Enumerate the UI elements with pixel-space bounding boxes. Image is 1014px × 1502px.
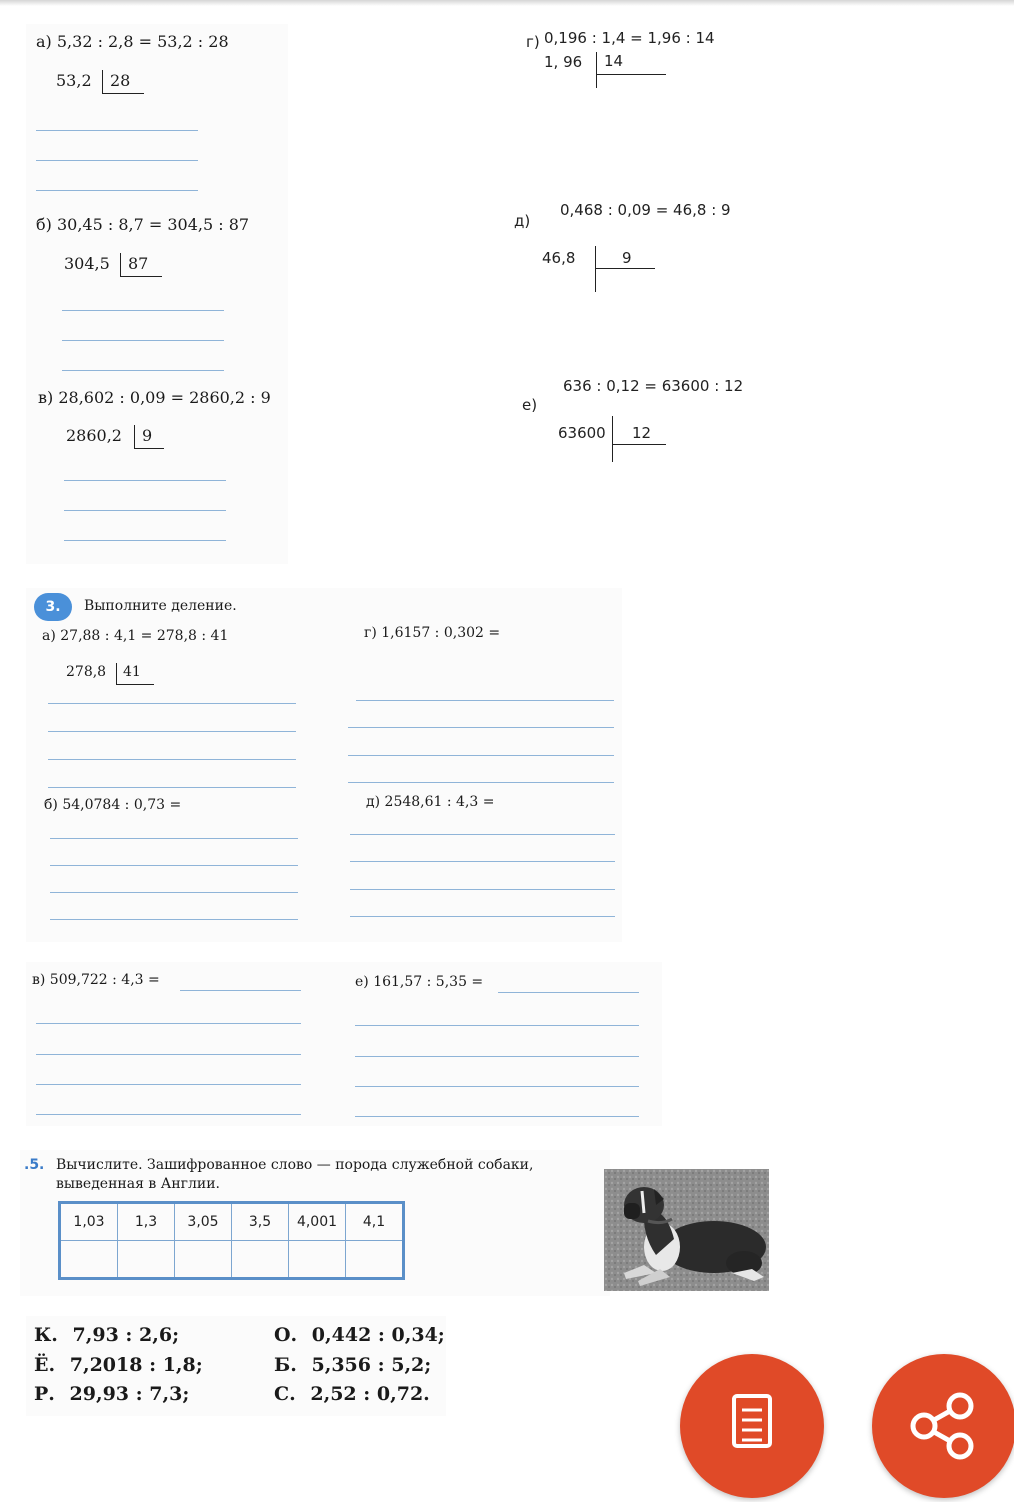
- task3-g-equation: г) 1,6157 : 0,302 =: [364, 625, 501, 641]
- item-letter: К.: [34, 1324, 58, 1346]
- answer-cell[interactable]: [346, 1241, 404, 1279]
- division-bar: [116, 663, 117, 685]
- task2-e-dividend: 63600: [558, 424, 606, 442]
- item-expression: 5,356 : 5,2;: [311, 1354, 432, 1376]
- answer-line: [36, 1023, 301, 1024]
- answer-line: [180, 990, 301, 991]
- division-bar: [134, 425, 135, 449]
- item-r: [34, 1383, 189, 1405]
- table-cell: 1,3: [118, 1203, 175, 1241]
- answer-line: [36, 1084, 301, 1085]
- division-bar: [120, 253, 121, 277]
- answer-line: [64, 480, 226, 481]
- dog-photo: [604, 1169, 769, 1291]
- task2-g-divisor: 14: [604, 52, 624, 70]
- item-expression: 7,93 : 2,6;: [72, 1324, 180, 1346]
- item-expression: 2,52 : 0,72.: [310, 1383, 430, 1405]
- task3-v-equation: в) 509,722 : 4,3 =: [32, 972, 160, 988]
- answer-line: [36, 160, 198, 161]
- answer-line: [48, 787, 296, 788]
- task2-b-divisor: 87: [128, 254, 149, 273]
- division-bar: [595, 268, 655, 269]
- task2-b-equation: б) 30,45 : 8,7 = 304,5 : 87: [36, 215, 250, 234]
- item-letter: С.: [274, 1383, 296, 1405]
- answer-line: [348, 782, 614, 783]
- answer-line: [48, 759, 296, 760]
- answer-line: [36, 130, 198, 131]
- item-expression: 29,93 : 7,3;: [69, 1383, 190, 1405]
- share-button[interactable]: [872, 1354, 1014, 1498]
- answer-line: [356, 700, 614, 701]
- task2-d-letter: д): [514, 212, 531, 230]
- task3-d-equation: д) 2548,61 : 4,3 =: [366, 794, 495, 810]
- task3-a-dividend: 278,8: [66, 664, 107, 680]
- item-s: [274, 1383, 430, 1405]
- division-bar: [596, 74, 666, 75]
- task3-a-equation: а) 27,88 : 4,1 = 278,8 : 41: [42, 628, 229, 644]
- task2-e-divisor: 12: [632, 424, 652, 442]
- task2-a-equation: а) 5,32 : 2,8 = 53,2 : 28: [36, 32, 229, 51]
- document-button[interactable]: [680, 1354, 824, 1498]
- task2-e-equation: 636 : 0,12 = 63600 : 12: [563, 377, 744, 395]
- answer-line: [48, 703, 296, 704]
- division-bar: [596, 52, 597, 88]
- table-cell: 1,03: [60, 1203, 118, 1241]
- table-header-row: [60, 1203, 404, 1241]
- division-bar: [612, 416, 613, 462]
- document-icon: [680, 1354, 824, 1498]
- table-cell: 4,1: [346, 1203, 404, 1241]
- task5-text-line2: выведенная в Англии.: [56, 1176, 220, 1192]
- answer-line: [348, 755, 614, 756]
- answer-line: [50, 838, 298, 839]
- answer-line: [36, 190, 198, 191]
- task2-g-letter: г): [526, 33, 540, 51]
- answer-cell[interactable]: [175, 1241, 232, 1279]
- division-bar: [120, 276, 162, 277]
- answer-cell[interactable]: [60, 1241, 118, 1279]
- item-expression: 7,2018 : 1,8;: [69, 1354, 203, 1376]
- task2-a-dividend: 53,2: [56, 71, 92, 90]
- answer-cell[interactable]: [232, 1241, 289, 1279]
- answer-cell[interactable]: [289, 1241, 346, 1279]
- answer-line: [64, 540, 226, 541]
- task3-a-divisor: 41: [123, 664, 141, 680]
- item-letter: О.: [274, 1324, 298, 1346]
- answer-line: [62, 310, 224, 311]
- item-letter: Б.: [274, 1354, 297, 1376]
- table-cell: 4,001: [289, 1203, 346, 1241]
- division-bar: [102, 70, 103, 94]
- table-cell: 3,05: [175, 1203, 232, 1241]
- task3-number-badge: 3.: [34, 593, 72, 621]
- cipher-table: [58, 1201, 405, 1280]
- answer-line: [50, 919, 298, 920]
- share-icon: [872, 1354, 1014, 1498]
- division-bar: [102, 93, 144, 94]
- answer-line: [62, 340, 224, 341]
- task2-b-dividend: 304,5: [64, 254, 110, 273]
- item-letter: Р.: [34, 1383, 55, 1405]
- table-answer-row: [60, 1241, 404, 1279]
- answer-line: [350, 889, 615, 890]
- item-b: [274, 1354, 431, 1376]
- division-bar: [116, 684, 154, 685]
- task2-left-panel: [26, 24, 288, 564]
- answer-line: [36, 1114, 301, 1115]
- item-yo: [34, 1354, 203, 1376]
- task2-d-equation: 0,468 : 0,09 = 46,8 : 9: [560, 201, 731, 219]
- task3-title: Выполните деление.: [84, 598, 237, 614]
- task2-g-equation: 0,196 : 1,4 = 1,96 : 14: [544, 29, 715, 47]
- division-bar: [595, 246, 596, 292]
- item-letter: Ё.: [34, 1354, 56, 1376]
- answer-line: [355, 1056, 639, 1057]
- answer-line: [350, 916, 615, 917]
- item-k: [34, 1324, 179, 1346]
- task2-v-dividend: 2860,2: [66, 426, 122, 445]
- task2-d-dividend: 46,8: [542, 249, 576, 267]
- division-bar: [612, 444, 666, 445]
- answer-line: [350, 834, 615, 835]
- task3-b-equation: б) 54,0784 : 0,73 =: [44, 797, 182, 813]
- answer-line: [50, 892, 298, 893]
- task3-e-equation: е) 161,57 : 5,35 =: [355, 974, 484, 990]
- task2-d-divisor: 9: [622, 249, 632, 267]
- boxer-dog-image: [604, 1169, 769, 1291]
- answer-line: [348, 727, 614, 728]
- answer-line: [498, 992, 639, 993]
- answer-line: [355, 1025, 639, 1026]
- answer-line: [50, 865, 298, 866]
- task5-text-line1: Вычислите. Зашифрованное слово — порода служебной собаки,: [56, 1157, 534, 1173]
- answer-line: [355, 1116, 639, 1117]
- task2-g-dividend: 1, 96: [544, 53, 583, 71]
- top-shadow: [0, 0, 1014, 6]
- answer-line: [64, 510, 226, 511]
- task2-e-letter: е): [522, 396, 538, 414]
- answer-line: [350, 861, 615, 862]
- answer-line: [62, 370, 224, 371]
- task2-v-divisor: 9: [142, 426, 153, 445]
- task2-a-divisor: 28: [110, 71, 131, 90]
- item-o: [274, 1324, 445, 1346]
- answer-line: [355, 1086, 639, 1087]
- table-cell: 3,5: [232, 1203, 289, 1241]
- answer-line: [36, 1054, 301, 1055]
- answer-cell[interactable]: [118, 1241, 175, 1279]
- answer-line: [48, 731, 296, 732]
- task5-number: .5.: [24, 1157, 45, 1173]
- item-expression: 0,442 : 0,34;: [311, 1324, 445, 1346]
- division-bar: [134, 448, 164, 449]
- task2-v-equation: в) 28,602 : 0,09 = 2860,2 : 9: [38, 388, 271, 407]
